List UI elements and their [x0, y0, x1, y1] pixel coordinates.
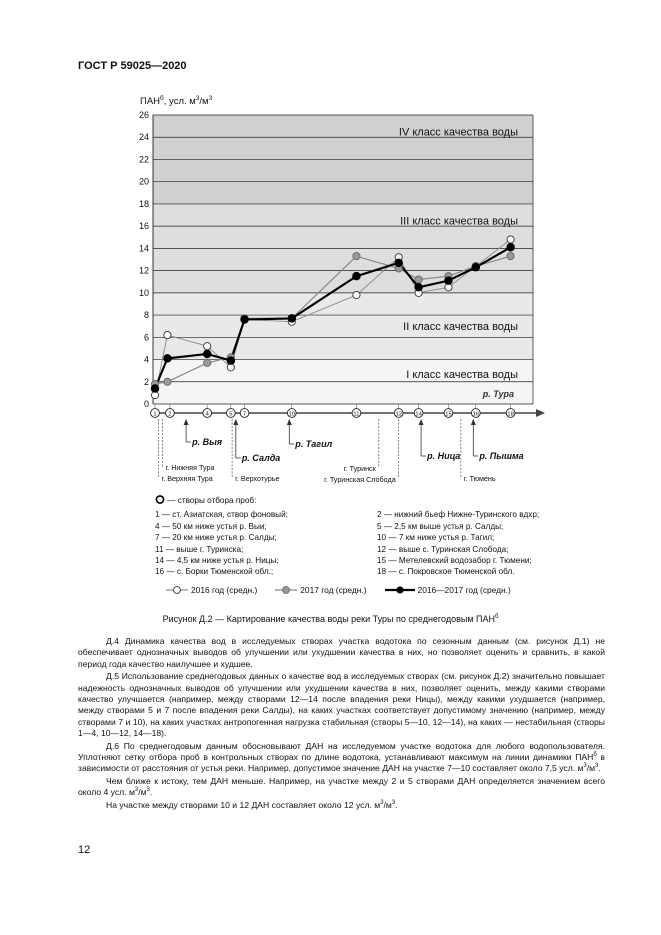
data-point-black: [353, 272, 361, 280]
town-label: г. Нижняя Тура: [165, 463, 215, 472]
station-number: 11: [353, 411, 360, 418]
legend-entry: 18 — с. Покровское Тюменской обл.: [377, 567, 515, 577]
y-axis-label-part: 3: [195, 95, 200, 102]
station-number: 15: [445, 411, 452, 418]
p6-sup: б: [593, 752, 597, 759]
legend-row: [155, 509, 539, 520]
p8-sup2: 3: [391, 799, 396, 806]
p6-sup2: 3: [583, 763, 587, 770]
y-axis-label-part: ПАН: [140, 96, 161, 107]
p7-a: Чем ближе к истоку, тем ДАН меньше. Например, на участке между 2 и 5 створами ДАН определяется значением всего около 4 усл. м: [78, 775, 605, 798]
tributary-label: р. Ница: [427, 451, 461, 461]
data-point-hollow: [507, 236, 514, 243]
p7-end: .: [149, 787, 153, 798]
y-axis-label-part: /м: [199, 96, 209, 107]
y-tick-label: 4: [143, 354, 149, 365]
data-point-black: [288, 315, 296, 323]
town-label: г. Верхотурье: [235, 474, 280, 483]
tributary-arrow: [184, 419, 189, 425]
y-axis-label: [140, 94, 213, 107]
p6-a: Д.6 По среднегодовым данным обосновывают ДАН на исследуемом участке водотока для любого водопользователя. Уплотняют сетку отбора проб в контрольных створах по длине водотока, устанавливают максимум на линии динамики ПАН: [78, 740, 605, 763]
y-axis-label-part: б: [160, 95, 164, 102]
data-point-hollow: [164, 331, 171, 338]
p6-b: в зависимости от расстояния от устья реки. Например, допустимое значение ДАН на участке 7—10 составляет около 7,5 усл. м: [78, 752, 605, 774]
y-tick-label: 2: [143, 376, 149, 387]
series-label: 2016 год (средн.): [191, 585, 258, 595]
data-point-black: [395, 259, 403, 267]
paragraph-d6-2: [78, 776, 605, 799]
paragraph-d6-3: [78, 800, 605, 811]
station-number: 2: [168, 411, 172, 418]
station-number: 16: [472, 411, 480, 418]
data-point-black: [507, 243, 515, 251]
page-number: 12: [78, 844, 91, 856]
tributary-arrow: [419, 419, 424, 425]
legend-entry: 5 — 2,5 км выше устья р. Салды;: [377, 521, 504, 531]
station-legend: [155, 495, 539, 578]
station-number: 14: [415, 411, 422, 418]
town-label: г. Туринск: [343, 464, 376, 473]
legend-title: [155, 495, 539, 506]
y-tick-label: 12: [138, 265, 149, 276]
y-tick-label: 18: [138, 198, 149, 209]
legend-row: [155, 544, 539, 555]
data-point-black: [445, 277, 453, 285]
series-label: 2016—2017 год (средн.): [417, 585, 511, 595]
y-tick-label: 24: [138, 132, 149, 143]
station-number: 10: [288, 411, 296, 418]
legend-entry: 12 — выше с. Туринская Слобода;: [377, 544, 509, 554]
y-axis-label-part: , усл. м: [163, 96, 196, 107]
legend-row: [155, 555, 539, 566]
legend-entry: 11 — выше г. Туринска;: [155, 544, 244, 554]
data-point-black: [151, 385, 159, 393]
class-label: III класс качества воды: [400, 215, 518, 228]
station-number: 1: [153, 411, 157, 418]
grey-marker-icon: [275, 585, 297, 595]
data-point-black: [227, 357, 235, 365]
y-tick-label: 26: [138, 110, 149, 120]
data-point-black: [415, 283, 423, 291]
station-number: 12: [395, 411, 402, 418]
legend-entry: 4 — 50 км ниже устья р. Выи;: [155, 521, 267, 531]
y-tick-label: 0: [143, 399, 149, 409]
document-header: ГОСТ Р 59025—2020: [78, 60, 187, 72]
data-point-grey: [353, 253, 360, 260]
p7-unit: /м: [138, 787, 147, 798]
station-number: 7: [242, 411, 247, 418]
series-label: 2017 год (средн.): [300, 585, 367, 595]
data-point-hollow: [204, 343, 211, 350]
p7-sup2: 3: [146, 787, 150, 794]
p6-sup3: 3: [595, 763, 599, 770]
body-text: [78, 636, 605, 812]
y-tick-label: 10: [138, 287, 149, 298]
p6-end: .: [598, 763, 601, 774]
legend-entry: 14 — 4,5 км ниже устья р. Ницы;: [155, 556, 279, 566]
series-legend-2017: [275, 585, 366, 595]
figure-caption: [0, 614, 661, 624]
class-label: II класс качества воды: [403, 321, 518, 334]
p8-unit: /м: [383, 799, 392, 810]
y-tick-label: 6: [143, 332, 149, 343]
p7-sup: 3: [134, 787, 139, 794]
paragraph-d6: [78, 741, 605, 775]
station-marker-icon: [155, 495, 165, 504]
legend-row: [155, 521, 539, 532]
data-point-black: [164, 355, 172, 363]
black-marker-icon: [385, 585, 415, 595]
data-point-black: [241, 316, 249, 324]
tributary-label: р. Тагил: [295, 439, 333, 449]
legend-entry: 16 — с. Борки Тюменской обл.;: [155, 567, 274, 577]
caption-text: Рисунок Д.2 — Картирование качества воды реки Туры по среднегодовым ПАН: [162, 614, 495, 624]
hollow-marker-icon: [166, 585, 188, 595]
legend-title-text: — створы отбора проб:: [167, 496, 257, 505]
station-number: 18: [507, 411, 514, 418]
p8-sup: 3: [380, 799, 384, 806]
legend-row: [155, 532, 539, 543]
data-point-grey: [164, 378, 171, 385]
data-point-hollow: [353, 291, 360, 298]
y-tick-label: 16: [138, 221, 149, 232]
tributary-arrow: [233, 419, 238, 425]
tributary-arrow: [471, 419, 476, 425]
town-label: г. Тюмень: [463, 474, 496, 483]
y-axis-label-part: 3: [208, 95, 213, 102]
class-label: IV класс качества воды: [398, 126, 518, 139]
p6-unit: /м: [586, 763, 596, 774]
paragraph-d4: Д.4 Динамика качества вод в исследуемых створах участка водотока по сезонным данным (см. рисунок Д.1) не обеспечивает однозначных выводов об улучшении или ухудшении качества в них, но позволяет оценить и сравнить, в какой период года качество наилучшее и худшее.: [78, 636, 605, 669]
legend-row: [155, 566, 539, 577]
legend-entry: 2 — нижний бьеф Нижне-Туринского вдхр;: [377, 510, 540, 520]
legend-entry: 1 — ст. Азиатская, створ фоновый;: [155, 510, 288, 520]
data-point-grey: [507, 253, 514, 260]
station-number: 5: [229, 411, 233, 418]
town-label: г. Верхняя Тура: [161, 474, 213, 483]
y-tick-label: 14: [138, 243, 149, 254]
data-point-black: [472, 263, 480, 271]
class-label: I класс качества воды: [406, 368, 518, 381]
legend-rows: [155, 509, 539, 577]
data-point-black: [203, 350, 211, 358]
station-number: 4: [205, 411, 209, 418]
legend-entry: 15 — Метелевский водозабор г. Тюмени;: [377, 556, 532, 566]
series-legend: [166, 585, 529, 595]
town-label: г. Туринская Слобода: [324, 475, 396, 484]
legend-entry: 10 — 7 км ниже устья р. Тагил;: [377, 533, 495, 543]
series-legend-2016: [166, 585, 257, 595]
legend-entry: 7 — 20 км ниже устья р. Салды;: [155, 533, 277, 543]
river-label: р. Тура: [482, 388, 514, 399]
y-tick-label: 8: [143, 310, 149, 321]
p8-end: .: [395, 799, 398, 810]
data-point-grey: [415, 276, 422, 283]
tributary-label: р. Выя: [192, 437, 223, 447]
tributary-label: р. Пышма: [479, 451, 524, 461]
data-point-grey: [204, 359, 211, 366]
paragraph-d5: Д.5 Использование среднегодовых данных о качестве вод в исследуемых створах (см. рисунок Д.2) значительно повышает надежность однозначных выводов об улучшении или ухудшении качества в них, позволяет оценить, между какими створами качество улучшается (например, между створами 12—14 после впадения реки Ницы), между какими ухудшается (например, между створами 5 и 7 после впадения реки Салды), на каких участках соответствует допустимому значению (например, между створами 7 и 10), на каких участках антропогенная нагрузка стабильная (створы 5—10, 12—14), на каких — нестабильная (створы 1—4, 10—12, 14—18).: [78, 671, 605, 739]
p8-a: На участке между створами 10 и 12 ДАН составляет около 12 усл. м: [106, 799, 381, 810]
caption-sup: б: [495, 614, 499, 620]
y-tick-label: 20: [138, 176, 149, 187]
tributary-arrow: [287, 419, 292, 425]
series-legend-2016-2017: [385, 585, 511, 595]
y-tick-label: 22: [138, 154, 149, 165]
tributary-label: р. Салда: [241, 453, 281, 463]
river-axis-arrow: [536, 409, 545, 417]
